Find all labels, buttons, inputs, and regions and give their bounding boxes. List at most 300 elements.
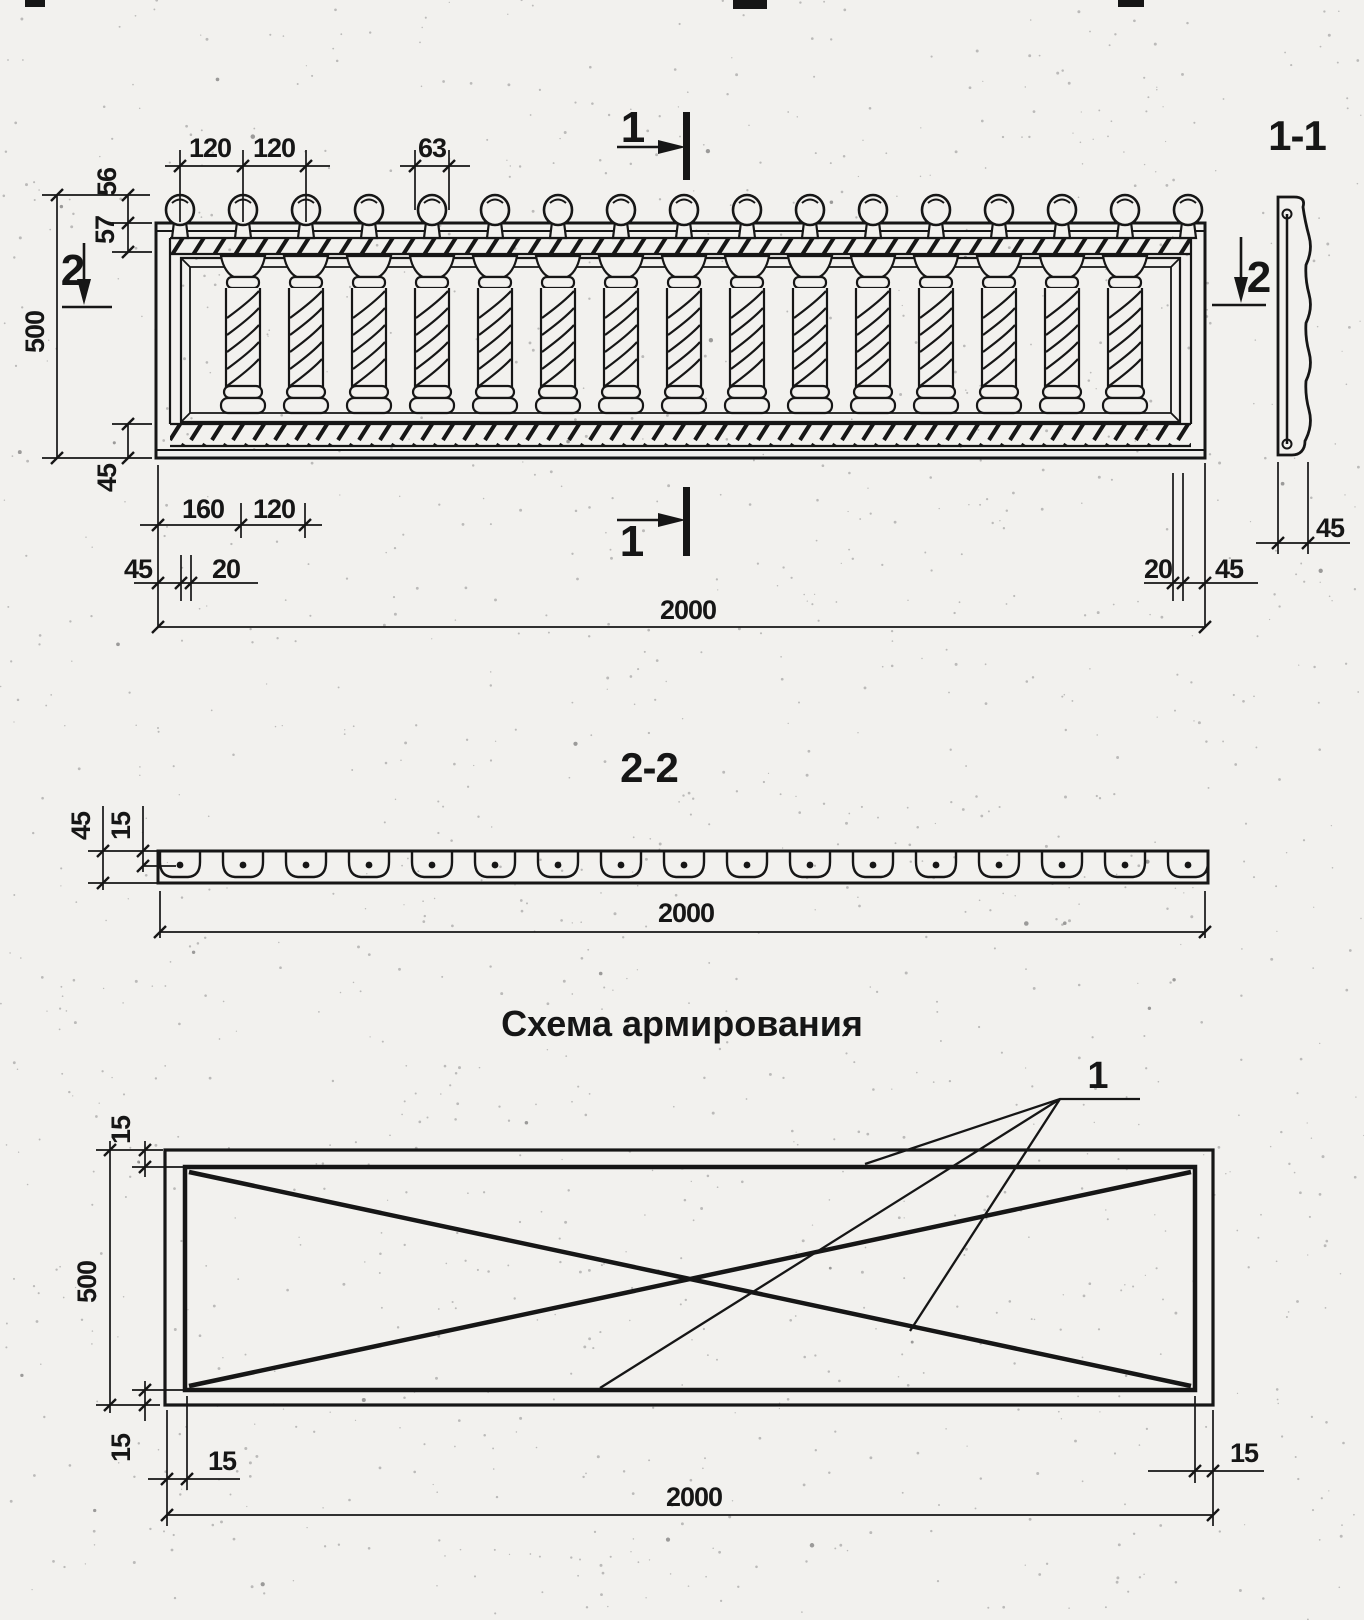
speck <box>703 1328 705 1330</box>
speck <box>1356 59 1359 62</box>
speck <box>395 799 396 800</box>
speck <box>892 640 894 642</box>
speck <box>490 523 492 525</box>
speck <box>346 296 348 298</box>
speck <box>60 885 61 886</box>
speck <box>1253 695 1255 697</box>
speck <box>163 1530 165 1532</box>
speck <box>332 893 334 895</box>
speck <box>1083 1104 1085 1106</box>
speck <box>450 839 453 842</box>
speck <box>390 332 392 334</box>
speck <box>891 630 893 632</box>
speck <box>379 1272 381 1274</box>
speck <box>587 949 589 951</box>
speck <box>1319 1539 1321 1541</box>
speck <box>509 1554 510 1555</box>
speck <box>36 1320 39 1323</box>
speck <box>1089 31 1091 33</box>
speck <box>930 569 932 571</box>
speck <box>101 1070 103 1072</box>
speck <box>986 1195 988 1197</box>
speck <box>454 1446 456 1448</box>
speck <box>795 796 796 797</box>
speck <box>518 632 520 634</box>
speck <box>1325 1421 1328 1424</box>
speck <box>1354 588 1356 590</box>
speck <box>1360 918 1361 919</box>
speck <box>539 1556 541 1558</box>
speck <box>1083 1295 1086 1298</box>
speck <box>455 1307 457 1309</box>
baluster-ring <box>668 277 700 288</box>
speck <box>490 684 492 686</box>
speck <box>50 694 52 696</box>
speck <box>1117 1158 1119 1160</box>
speck <box>332 1080 334 1082</box>
speck <box>496 1496 498 1498</box>
speck <box>324 1545 326 1547</box>
speck <box>1181 73 1184 76</box>
speck <box>308 563 310 565</box>
speck <box>477 816 479 818</box>
speck <box>978 1026 980 1028</box>
speck <box>1192 635 1193 636</box>
speck <box>1354 1176 1357 1179</box>
speck <box>1281 482 1285 486</box>
speck <box>21 306 23 308</box>
speck <box>581 957 584 960</box>
speck <box>869 107 872 110</box>
baluster-capital <box>473 256 517 277</box>
speck <box>779 1408 780 1409</box>
speck <box>162 439 165 442</box>
speck <box>1072 132 1073 133</box>
speck <box>0 1003 2 1005</box>
speck <box>905 972 908 975</box>
speck <box>916 826 919 829</box>
speck <box>753 459 755 461</box>
speck <box>790 577 792 579</box>
speck <box>369 31 371 33</box>
dim-scheme-height: 500 <box>72 1260 102 1304</box>
speck <box>340 992 342 994</box>
speck <box>700 1207 703 1210</box>
speck <box>99 1103 100 1104</box>
speck <box>222 1357 223 1358</box>
speck <box>600 892 602 894</box>
speck <box>525 1121 529 1125</box>
speck <box>788 723 789 724</box>
speck <box>441 976 443 978</box>
speck <box>1166 908 1168 910</box>
speck <box>802 1239 805 1242</box>
speck <box>703 1077 705 1079</box>
speck <box>244 1447 247 1450</box>
speck <box>1328 254 1330 256</box>
speck <box>945 1428 946 1429</box>
speck <box>209 1077 212 1080</box>
speck <box>823 1 825 3</box>
speck <box>782 566 784 568</box>
speck <box>1342 351 1343 352</box>
speck <box>437 800 439 802</box>
baluster-capital <box>410 256 454 277</box>
speck <box>129 1176 131 1178</box>
speck <box>782 1077 784 1079</box>
speck <box>848 813 850 815</box>
speck <box>174 1328 177 1331</box>
speck <box>746 189 748 191</box>
speck <box>559 1238 561 1240</box>
speck <box>94 1544 95 1545</box>
speck <box>590 734 592 736</box>
dim-panel-height: 500 <box>20 310 50 354</box>
dim-2-2-cover: 15 <box>106 811 136 841</box>
speck <box>483 1191 485 1193</box>
speck <box>1222 740 1224 742</box>
speck <box>435 1377 438 1380</box>
speck <box>559 138 560 139</box>
speck <box>631 417 634 420</box>
speck <box>550 470 553 473</box>
speck <box>66 1010 68 1012</box>
speck <box>128 898 129 899</box>
speck <box>720 494 722 496</box>
speck <box>43 1416 45 1418</box>
speck <box>876 991 878 993</box>
speck <box>211 710 213 712</box>
speck <box>1160 1353 1162 1355</box>
speck <box>1340 1273 1341 1274</box>
baluster-capital <box>725 256 769 277</box>
speck <box>3 195 6 198</box>
speck <box>425 17 427 19</box>
speck <box>424 915 426 917</box>
speck <box>614 912 617 915</box>
speck <box>797 1144 799 1146</box>
speck <box>1294 1172 1296 1174</box>
dim-scheme-cover-left: 15 <box>207 1446 237 1476</box>
speck <box>1063 1294 1064 1295</box>
speck <box>899 393 902 396</box>
speck <box>722 771 725 774</box>
speck <box>1250 521 1251 522</box>
speck <box>216 78 220 82</box>
speck <box>404 1244 406 1246</box>
speck <box>982 81 983 82</box>
speck <box>626 978 627 979</box>
speck <box>519 1221 521 1223</box>
speck <box>803 594 805 596</box>
speck <box>171 1549 174 1552</box>
speck <box>458 1066 461 1069</box>
speck <box>1161 307 1163 309</box>
speck <box>139 775 140 776</box>
speck <box>852 558 854 560</box>
speck <box>718 1551 721 1554</box>
speck <box>1277 1399 1279 1401</box>
speck <box>438 1308 440 1310</box>
speck <box>763 781 765 783</box>
speck <box>454 1118 457 1121</box>
baluster-cross-section <box>727 852 767 877</box>
speck <box>189 945 191 947</box>
speck <box>69 199 71 201</box>
speck <box>1084 876 1086 878</box>
speck <box>1139 1444 1141 1446</box>
speck <box>929 476 932 479</box>
speck <box>681 1384 683 1386</box>
speck <box>841 563 842 564</box>
speck <box>135 247 138 250</box>
speck <box>1031 1318 1033 1320</box>
speck <box>1001 1052 1003 1054</box>
speck <box>1329 595 1331 597</box>
speck <box>709 338 713 342</box>
baluster-cross-section <box>349 852 389 877</box>
speck <box>276 637 278 639</box>
speck <box>652 1170 654 1172</box>
speck <box>1253 403 1255 405</box>
scheme-title: Схема армирования <box>501 1003 863 1044</box>
speck <box>422 920 425 923</box>
speck <box>1025 968 1027 970</box>
speck <box>1025 1565 1026 1566</box>
speck <box>579 1271 582 1274</box>
speck <box>1042 295 1043 296</box>
speck <box>293 1580 294 1581</box>
speck <box>1148 1007 1151 1010</box>
speck <box>579 1559 581 1561</box>
speck <box>600 1564 603 1567</box>
speck <box>1025 86 1026 87</box>
speck <box>1290 64 1292 66</box>
speck <box>968 504 969 505</box>
speck <box>33 1474 36 1477</box>
speck <box>519 1154 521 1156</box>
speck <box>1021 136 1023 138</box>
speck <box>351 769 353 771</box>
speck <box>415 1092 417 1094</box>
speck <box>791 1130 794 1133</box>
speck <box>1303 839 1305 841</box>
speck <box>930 1530 932 1532</box>
speck <box>13 1278 15 1280</box>
speck <box>829 1199 831 1201</box>
dim-base-height: 45 <box>92 463 122 493</box>
speck <box>797 116 798 117</box>
speck <box>1319 1043 1320 1044</box>
cup-rebar-dot <box>681 862 688 869</box>
speck <box>962 808 965 811</box>
speck <box>898 290 899 291</box>
speck <box>648 732 650 734</box>
speck <box>931 56 933 58</box>
speck <box>1288 1163 1290 1165</box>
cut-plane-bar-top <box>683 112 690 180</box>
speck <box>1347 107 1349 109</box>
speck <box>746 1098 748 1100</box>
speck <box>589 261 591 263</box>
speck <box>349 286 351 288</box>
speck <box>1144 164 1145 165</box>
speck <box>1145 1067 1147 1069</box>
speck <box>704 1457 706 1459</box>
speck <box>539 858 542 861</box>
speck <box>534 474 536 476</box>
speck <box>1030 19 1032 21</box>
speck <box>798 702 800 704</box>
speck <box>1354 506 1355 507</box>
speck <box>571 553 573 555</box>
speck <box>1099 1411 1100 1412</box>
speck <box>519 165 521 167</box>
baluster-ring <box>542 277 574 288</box>
speck <box>210 372 212 374</box>
speck <box>1313 907 1314 908</box>
baluster-cross-section <box>412 852 452 877</box>
speck <box>1193 122 1195 124</box>
speck <box>916 1072 918 1074</box>
speck <box>1061 69 1063 71</box>
speck <box>1154 43 1157 46</box>
speck <box>565 1055 567 1057</box>
speck <box>421 27 422 28</box>
speck <box>135 725 137 727</box>
speck <box>133 1476 135 1478</box>
baluster-cross-section <box>223 852 263 877</box>
speck <box>1138 1124 1140 1126</box>
speck <box>330 1412 331 1413</box>
speck <box>1006 509 1008 511</box>
dim-first-bay: 120 <box>252 494 296 524</box>
cup-rebar-dot <box>996 862 1003 869</box>
speck <box>93 1530 96 1533</box>
speck <box>1328 1490 1329 1491</box>
speck <box>1017 1408 1019 1410</box>
speck <box>100 1252 103 1255</box>
speck <box>355 1420 356 1421</box>
speck <box>1209 453 1211 455</box>
speck <box>588 1269 591 1272</box>
baluster-torus-lower <box>1040 398 1084 413</box>
dim-rail-band: 57 <box>90 215 120 245</box>
speck <box>214 283 217 286</box>
speck <box>589 1093 591 1095</box>
speck <box>577 1086 579 1088</box>
speck <box>72 1095 73 1096</box>
speck <box>898 1216 901 1219</box>
speck <box>575 510 578 513</box>
speck <box>182 285 184 287</box>
baluster-torus-upper <box>728 386 766 398</box>
speck <box>55 1268 57 1270</box>
speck <box>1096 734 1097 735</box>
speck <box>1015 895 1016 896</box>
cup-rebar-dot <box>933 862 940 869</box>
speck <box>632 871 633 872</box>
speck <box>470 82 473 85</box>
speck <box>885 152 887 154</box>
speck <box>1248 1266 1250 1268</box>
speck <box>62 995 64 997</box>
speck <box>1058 1411 1060 1413</box>
speck <box>52 1560 55 1563</box>
speck <box>487 1270 490 1273</box>
speck <box>123 1296 125 1298</box>
speck <box>703 144 705 146</box>
speck <box>1060 1328 1062 1330</box>
reinforcement-scheme <box>165 1099 1213 1405</box>
speck <box>135 15 137 17</box>
speck <box>588 1337 591 1340</box>
speck <box>712 1547 714 1549</box>
speck <box>983 1209 986 1212</box>
speck <box>1209 322 1212 325</box>
speck <box>1183 892 1184 893</box>
speck <box>353 982 355 984</box>
speck <box>444 1555 446 1557</box>
speck <box>936 1001 938 1003</box>
speck <box>749 503 752 506</box>
speck <box>442 80 445 83</box>
speck <box>1331 825 1332 826</box>
speck <box>1295 573 1297 575</box>
speck <box>1275 885 1277 887</box>
speck <box>393 596 395 598</box>
speck <box>158 1449 160 1451</box>
speck <box>13 721 14 722</box>
baluster-capital <box>284 256 328 277</box>
speck <box>781 678 784 681</box>
speck <box>637 885 639 887</box>
speck <box>610 549 612 551</box>
speck <box>322 1507 323 1508</box>
speck <box>1270 1146 1271 1147</box>
baluster-ring <box>920 277 952 288</box>
speck <box>293 1189 296 1192</box>
speck <box>1088 1282 1091 1285</box>
speck <box>1012 492 1015 495</box>
speck <box>33 181 35 183</box>
speck <box>649 1559 650 1560</box>
baluster <box>1040 256 1084 413</box>
baluster-torus-lower <box>536 398 580 413</box>
speck <box>630 675 633 678</box>
speck <box>1335 443 1337 445</box>
speck <box>141 316 143 318</box>
speck <box>606 677 609 680</box>
speck <box>1068 887 1070 889</box>
speck <box>720 1600 722 1602</box>
speck <box>1229 1171 1230 1172</box>
speck <box>1033 987 1036 990</box>
speck <box>1169 981 1171 983</box>
baluster-ring <box>353 277 385 288</box>
speck <box>1109 44 1111 46</box>
speck <box>129 1147 131 1149</box>
speck <box>235 1217 236 1218</box>
speck <box>917 1452 920 1455</box>
speck <box>103 988 104 989</box>
speck <box>1120 1289 1122 1291</box>
speck <box>91 1343 93 1345</box>
speck <box>921 658 922 659</box>
speck <box>426 1116 428 1118</box>
speck <box>49 229 51 231</box>
speck <box>1192 887 1193 888</box>
